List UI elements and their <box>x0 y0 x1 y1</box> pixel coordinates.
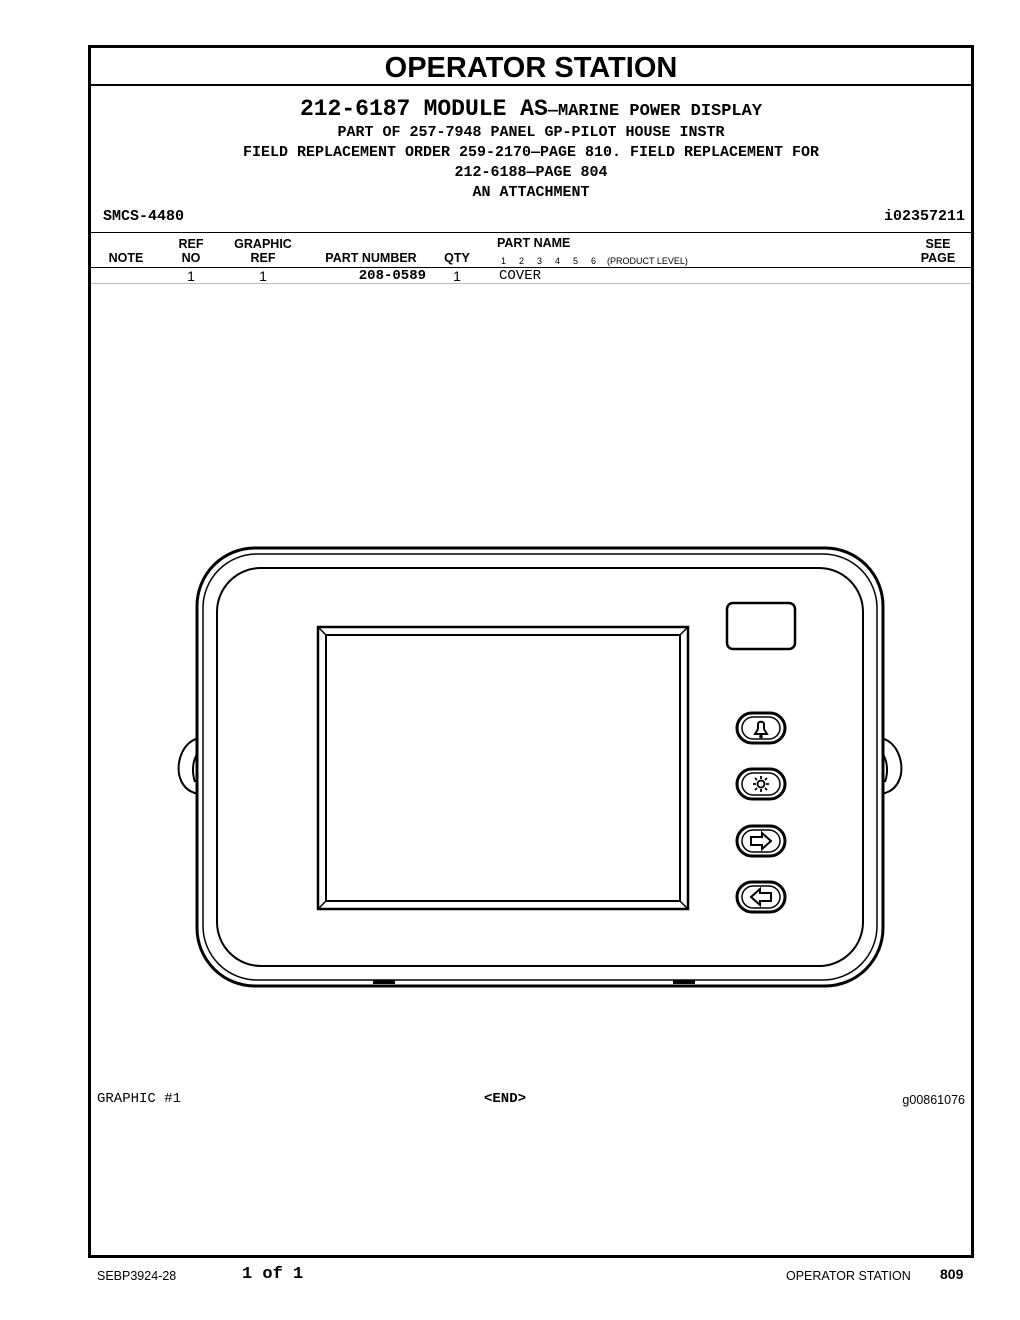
graphic-id: g00861076 <box>902 1093 965 1107</box>
col-graphic-bottom: REF <box>250 251 276 265</box>
row-graphic-ref: 1 <box>259 268 267 284</box>
col-ref-top: REF <box>178 237 204 251</box>
module-title <box>91 96 971 122</box>
end-marker: <END> <box>484 1091 527 1107</box>
smcs-code: SMCS-4480 <box>103 208 185 225</box>
footer-page-of: 1 of 1 <box>242 1265 304 1284</box>
module-description: —MARINE POWER DISPLAY <box>547 102 763 121</box>
row-ref-no: 1 <box>187 268 195 284</box>
footer-section: OPERATOR STATION <box>786 1269 911 1283</box>
col-note: NOTE <box>108 251 144 265</box>
product-level-label: (PRODUCT LEVEL) <box>607 256 688 266</box>
col-see-top: SEE <box>925 237 951 251</box>
product-level-5: 5 <box>573 256 579 266</box>
col-part-name: PART NAME <box>497 236 571 250</box>
illustration-id: i02357211 <box>883 208 965 225</box>
section-title: OPERATOR STATION <box>91 48 971 86</box>
graphic-label: GRAPHIC #1 <box>97 1091 182 1107</box>
product-level-2: 2 <box>519 256 525 266</box>
row-qty: 1 <box>453 268 461 284</box>
product-level-6: 6 <box>591 256 597 266</box>
table-top-rule <box>91 232 971 233</box>
marine-power-display-graphic <box>171 538 911 998</box>
product-level-1: 1 <box>501 256 507 266</box>
module-name: MODULE AS <box>423 96 548 122</box>
col-part-number: PART NUMBER <box>325 251 417 265</box>
product-level-3: 3 <box>537 256 543 266</box>
row-rule <box>91 283 971 284</box>
col-qty: QTY <box>444 251 470 265</box>
page-frame <box>88 45 974 1258</box>
row-part-number: 208-0589 <box>358 268 426 284</box>
col-graphic-top: GRAPHIC <box>234 237 292 251</box>
row-part-name: COVER <box>499 268 542 284</box>
header-line-4: AN ATTACHMENT <box>472 184 590 201</box>
footer-doc-id: SEBP3924-28 <box>97 1269 177 1283</box>
header-line-3: 212-6188—PAGE 804 <box>454 164 608 181</box>
header-line-1: PART OF 257-7948 PANEL GP-PILOT HOUSE INSTR <box>337 124 725 141</box>
module-part-number: 212-6187 <box>299 96 411 122</box>
footer-page-number: 809 <box>940 1266 964 1282</box>
col-ref-bottom: NO <box>181 251 201 265</box>
product-level-4: 4 <box>555 256 561 266</box>
header-line-2: FIELD REPLACEMENT ORDER 259-2170—PAGE 810. FIELD REPLACEMENT FOR <box>242 144 820 161</box>
col-see-bottom: PAGE <box>920 251 956 265</box>
